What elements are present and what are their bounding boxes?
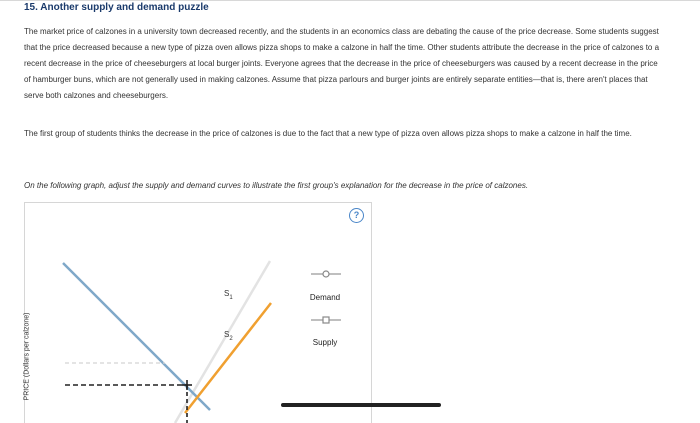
legend-supply-label: Supply bbox=[312, 338, 338, 347]
legend-supply-tool[interactable] bbox=[311, 317, 341, 323]
legend-demand-tool[interactable] bbox=[311, 271, 341, 277]
question-title: 15. Another supply and demand puzzle bbox=[24, 2, 209, 13]
s2-letter: S bbox=[224, 330, 230, 339]
y-axis-label-wrap bbox=[23, 203, 33, 423]
question-paragraph-1: The market price of calzones in a university town decreased recently, and the students in an economics class are debating the cause of the price decrease. Some students suggest that the price decreased because a new type of pizza oven allows pizza shops to make a calzone in half the time. Other students attribute the decrease in the price of calzones to a recent decrease in the price of cheeseburgers at local burger joints. Everyone agrees that the decrease in the price of cheeseburgers was caused by a recent decrease in the price of hamburger buns, which are not generally used in making calzones. Assume that pizza parlours and burger joints are entirely separate entities—that is, there aren't places that serve both calzones and cheeseburgers. bbox=[24, 27, 660, 100]
supply-demand-plot bbox=[25, 203, 371, 423]
s2-label bbox=[224, 330, 233, 342]
help-icon[interactable]: ? bbox=[349, 208, 364, 223]
demand-curve[interactable] bbox=[63, 263, 210, 410]
supply-curve-s1[interactable] bbox=[175, 261, 270, 423]
y-axis-label: PRICE (Dollars per calzone) bbox=[23, 312, 31, 401]
horizontal-scrollbar[interactable] bbox=[281, 403, 441, 407]
s1-label bbox=[224, 289, 233, 301]
s1-letter: S bbox=[224, 289, 230, 298]
graph-instruction: On the following graph, adjust the supply and demand curves to illustrate the first group's explanation for the decrease in the price of calzones. bbox=[24, 181, 529, 190]
top-divider bbox=[0, 0, 700, 1]
s1-subscript: 1 bbox=[229, 295, 233, 301]
question-paragraph-2: The first group of students thinks the decrease in the price of calzones is due to the fact that a new type of pizza oven allows pizza shops to make a calzone in half the time. bbox=[24, 129, 632, 138]
supply-curve-s2[interactable] bbox=[185, 303, 271, 413]
legend-demand-label: Demand bbox=[309, 293, 341, 302]
graph-panel bbox=[24, 202, 372, 423]
s2-subscript: 2 bbox=[229, 336, 233, 342]
